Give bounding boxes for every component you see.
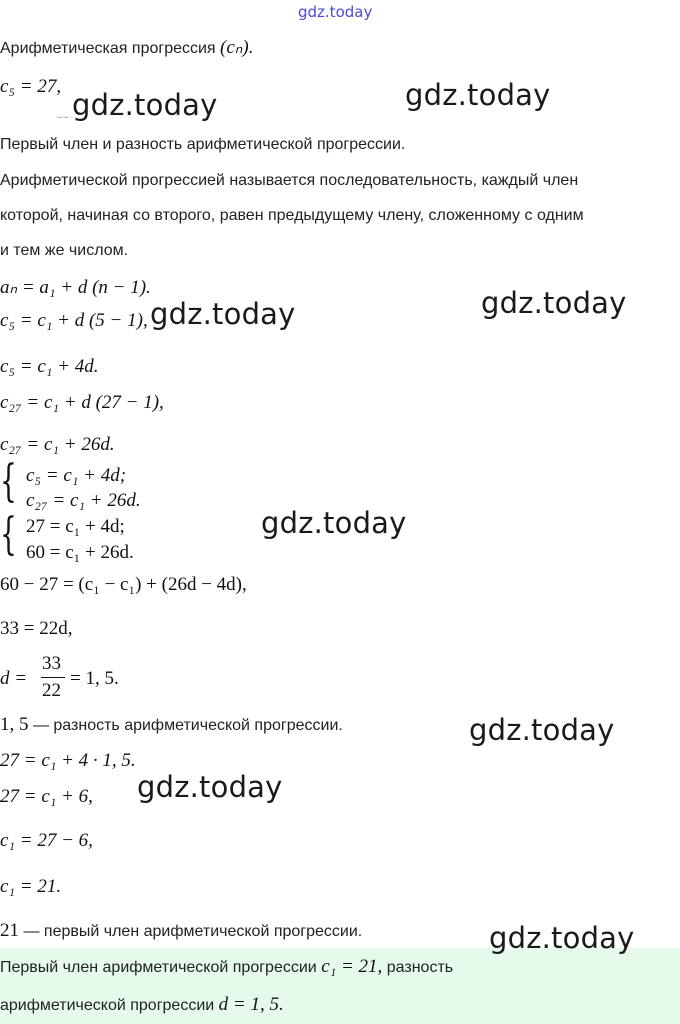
- watermark: gdz.today: [137, 770, 283, 804]
- heading-text: Арифметическая прогрессия: [0, 40, 216, 57]
- c1-step-4: c₁ = 21.: [0, 876, 62, 897]
- c1-step-3: c₁ = 27 − 6,: [0, 830, 93, 851]
- fraction-rhs: = 1, 5.: [70, 668, 119, 689]
- answer-line-1-tail: разность: [386, 959, 454, 976]
- system-1-line-2: c₂₇ = c₁ + 26d.: [26, 490, 141, 511]
- eq-33: 33 = 22d,: [0, 618, 73, 639]
- system-1-brace: {: [0, 456, 17, 507]
- d-result-text: — разность арифметической прогрессии.: [32, 717, 343, 734]
- fraction-numerator: 33: [42, 653, 61, 674]
- find-text: Первый член и разность арифметической прогрессии.: [0, 136, 406, 153]
- formula: aₙ = a₁ + d (n − 1).: [0, 277, 151, 298]
- watermark: gdz.today: [489, 921, 635, 955]
- fraction-denominator: 22: [42, 680, 61, 701]
- given-note: ~~: [56, 112, 69, 124]
- fraction-bar: [41, 677, 65, 678]
- watermark: gdz.today: [405, 78, 551, 112]
- answer-line-2: [0, 994, 284, 1016]
- subtraction: 60 − 27 = (c₁ − c₁) + (26d − 4d),: [0, 574, 247, 595]
- system-2-line-2: 60 = c₁ + 26d.: [26, 542, 134, 563]
- watermark: gdz.today: [150, 297, 296, 331]
- c1-result: [0, 920, 362, 942]
- heading-math: (cₙ).: [220, 37, 254, 58]
- d-result-math: 1, 5: [0, 714, 29, 735]
- step-2: c₅ = c₁ + 4d.: [0, 356, 99, 377]
- answer-line-1-math: c₁ = 21,: [321, 956, 383, 977]
- watermark: gdz.today: [72, 88, 218, 122]
- watermark-top: gdz.today: [298, 3, 373, 21]
- c1-step-1: 27 = c₁ + 4 · 1, 5.: [0, 750, 136, 771]
- c1-step-2: 27 = c₁ + 6,: [0, 786, 93, 807]
- answer-line-2-text: арифметической прогрессии: [0, 997, 215, 1014]
- system-2-line-1: 27 = c₁ + 4d;: [26, 516, 125, 537]
- step-4: c₂₇ = c₁ + 26d.: [0, 434, 115, 455]
- d-result: [0, 714, 343, 736]
- system-2-brace: {: [0, 509, 17, 560]
- definition-line-2: которой, начиная со второго, равен предыдущему члену, сложенному с одним: [0, 207, 584, 224]
- c1-result-math: 21: [0, 920, 19, 941]
- definition-line-1: Арифметической прогрессией называется последовательность, каждый член: [0, 172, 579, 189]
- system-1-line-1: c₅ = c₁ + 4d;: [26, 465, 127, 486]
- heading: [0, 36, 253, 59]
- watermark: gdz.today: [469, 713, 615, 747]
- step-1: c₅ = c₁ + d (5 − 1),: [0, 310, 148, 331]
- answer-line-2-math: d = 1, 5.: [218, 994, 284, 1015]
- watermark: gdz.today: [261, 506, 407, 540]
- fraction-lhs: d =: [0, 668, 28, 689]
- step-3: c₂₇ = c₁ + d (27 − 1),: [0, 392, 164, 413]
- watermark: gdz.today: [481, 286, 627, 320]
- answer-line-1-text: Первый член арифметической прогрессии: [0, 959, 317, 976]
- given: c₅ = 27,: [0, 76, 62, 97]
- definition-line-3: и тем же числом.: [0, 242, 129, 259]
- answer-line-1: [0, 956, 453, 978]
- c1-result-text: — первый член арифметической прогрессии.: [23, 923, 363, 940]
